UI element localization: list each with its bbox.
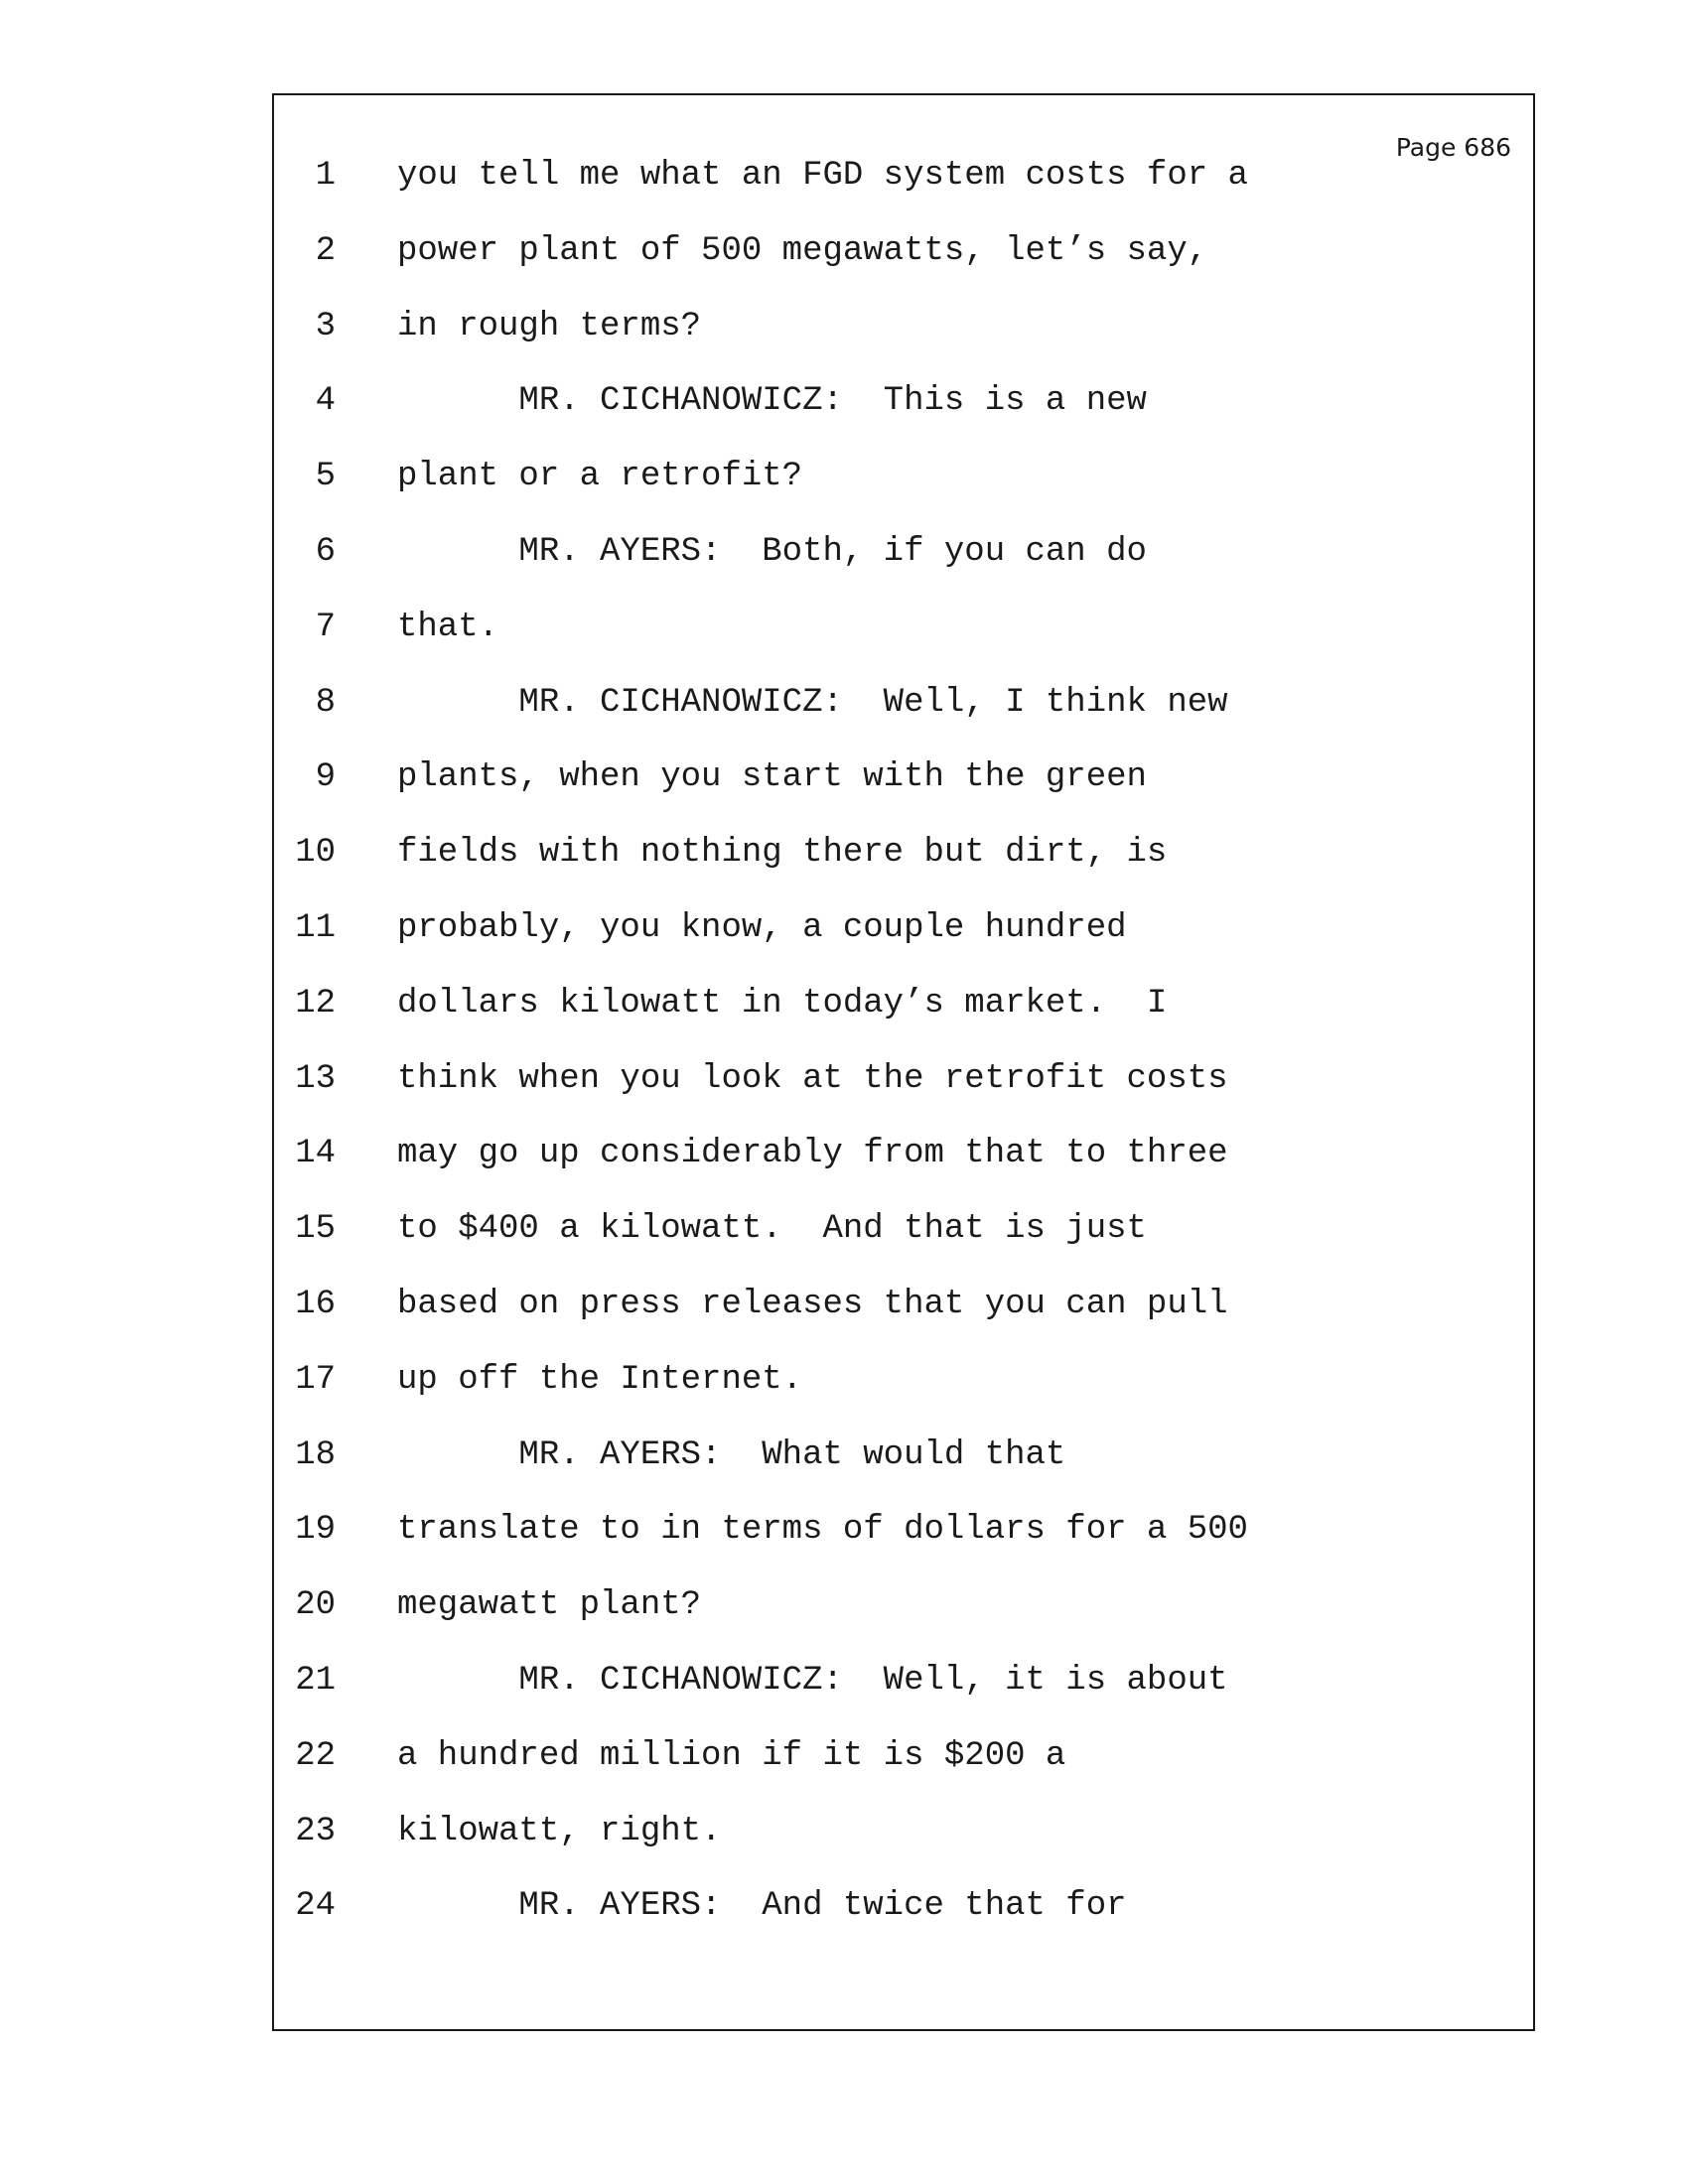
transcript-line [274,1662,1533,1737]
line-text: MR. AYERS: Both, if you can do [397,532,1147,571]
transcript-line [274,1737,1533,1813]
line-number: 2 [315,231,336,270]
line-number: 11 [295,908,336,947]
line-text: probably, you know, a couple hundred [397,908,1127,947]
transcript-line [274,1813,1533,1888]
transcript-line [274,1286,1533,1361]
transcript-line [274,758,1533,834]
line-number: 18 [295,1435,336,1474]
line-number: 21 [295,1661,336,1700]
transcript-line [274,382,1533,458]
line-text: in rough terms? [397,307,702,345]
line-text: fields with nothing there but dirt, is [397,834,1168,873]
transcript-line [274,1436,1533,1512]
line-number: 6 [315,532,336,571]
line-number: 8 [315,683,336,722]
transcript-line [274,157,1533,232]
transcript-line [274,834,1533,909]
line-text: may go up considerably from that to three [397,1135,1228,1173]
line-text: power plant of 500 megawatts, let’s say, [397,231,1208,270]
line-number: 17 [295,1360,336,1399]
transcript-line [274,985,1533,1060]
line-number: 20 [295,1586,336,1625]
line-number: 16 [295,1285,336,1323]
line-text: you tell me what an FGD system costs for a [397,157,1248,195]
line-text: that. [397,608,499,646]
line-text: based on press releases that you can pull [397,1285,1228,1323]
line-number: 9 [315,758,336,797]
transcript-page [272,93,1535,2031]
line-number: 22 [295,1736,336,1775]
line-number: 7 [315,608,336,646]
transcript-line [274,533,1533,609]
line-text: MR. AYERS: And twice that for [397,1887,1127,1926]
line-number: 4 [315,382,336,421]
transcript-line [274,609,1533,684]
transcript-line [274,1586,1533,1662]
line-text: dollars kilowatt in today’s market. I [397,984,1168,1023]
line-text: MR. CICHANOWICZ: Well, it is about [397,1661,1228,1700]
line-text: a hundred million if it is $200 a [397,1736,1066,1775]
line-number: 13 [295,1059,336,1098]
transcript-line [274,684,1533,759]
line-text: up off the Internet. [397,1360,803,1399]
transcript-line [274,308,1533,383]
transcript-line [274,1210,1533,1286]
line-text: plant or a retrofit? [397,458,803,496]
line-number: 12 [295,984,336,1023]
line-text: translate to in terms of dollars for a 500 [397,1511,1248,1550]
line-number: 1 [315,157,336,195]
line-text: MR. AYERS: What would that [397,1435,1066,1474]
line-text: plants, when you start with the green [397,758,1147,797]
line-number: 10 [295,834,336,873]
line-number: 23 [295,1812,336,1850]
line-number: 15 [295,1210,336,1249]
transcript-line [274,1361,1533,1436]
transcript-line [274,458,1533,533]
transcript-line [274,909,1533,985]
transcript-line [274,1511,1533,1586]
line-text: to $400 a kilowatt. And that is just [397,1210,1147,1249]
transcript-line [274,1887,1533,1963]
line-number: 19 [295,1511,336,1550]
line-text: kilowatt, right. [397,1812,722,1850]
transcript-line [274,1135,1533,1210]
line-number: 14 [295,1135,336,1173]
line-number: 5 [315,458,336,496]
page-number: Page 686 [1395,133,1511,162]
line-text: MR. CICHANOWICZ: Well, I think new [397,683,1228,722]
line-number: 3 [315,307,336,345]
transcript-line [274,1060,1533,1136]
line-text: megawatt plant? [397,1586,702,1625]
line-number: 24 [295,1887,336,1926]
transcript-lines [274,157,1533,1963]
line-text: MR. CICHANOWICZ: This is a new [397,382,1147,421]
transcript-line [274,232,1533,308]
line-text: think when you look at the retrofit costs [397,1059,1228,1098]
